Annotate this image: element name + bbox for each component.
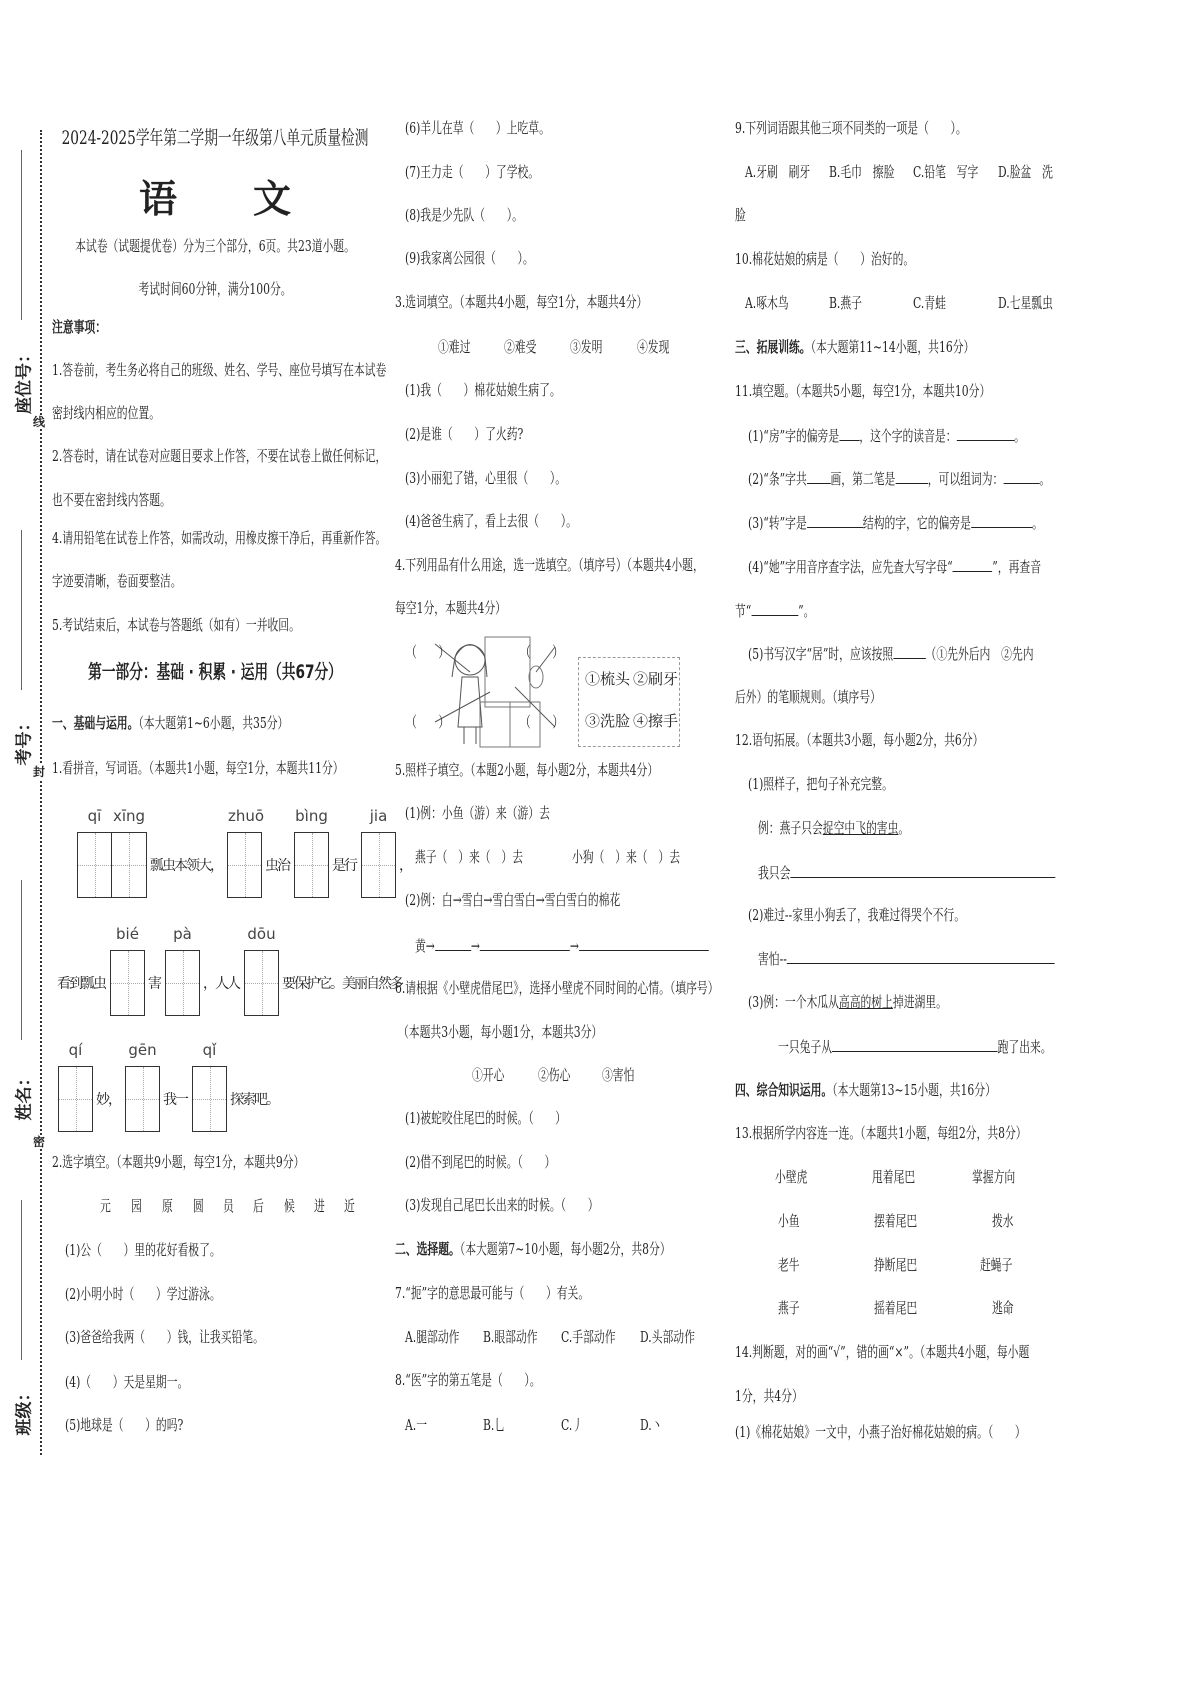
tianzige-box[interactable] bbox=[110, 925, 145, 1016]
text: 。 bbox=[898, 819, 910, 837]
subject-title: 语 文 bbox=[138, 177, 292, 221]
char-option: 候 bbox=[284, 1197, 295, 1215]
fill-item bbox=[748, 556, 1041, 577]
fill-item bbox=[748, 512, 1043, 533]
answer-paren[interactable]: （ ） bbox=[406, 643, 450, 661]
word-option: ①难过 bbox=[438, 338, 471, 356]
fill-item[interactable]: (2)是谁（ ）了火药? bbox=[405, 425, 524, 443]
tianzige-box[interactable] bbox=[227, 807, 265, 898]
fill-item[interactable]: (8)我是少先队（ ）。 bbox=[405, 206, 523, 224]
fill-item[interactable]: (9)我家离公园很（ ）。 bbox=[405, 249, 534, 267]
word-option: ④发现 bbox=[637, 338, 670, 356]
fill-item bbox=[748, 468, 1050, 489]
sentence-text: 探索吧。 bbox=[230, 1092, 278, 1108]
part-heading: 第一部分：基础 · 积累 · 运用（共67分） bbox=[88, 661, 342, 683]
fill-item bbox=[415, 935, 709, 956]
question-prompt: 3.选词填空。（本题共4小题，每空1分，本题共4分） bbox=[395, 293, 648, 311]
underlined-text: 捉空中飞的害虫 bbox=[822, 819, 899, 837]
fill-item[interactable]: (2)借不到尾巴的时候。（ ） bbox=[405, 1153, 556, 1171]
tianzige-box[interactable] bbox=[294, 807, 329, 898]
sentence-text: 瓢虫本领大， bbox=[150, 858, 222, 874]
seal-char: 密 bbox=[33, 1135, 46, 1149]
fill-item bbox=[748, 643, 1034, 664]
section-info: （本大题第1~6小题，共35分） bbox=[138, 714, 289, 732]
note-line: 2.答卷时，请在试卷对应题目要求上作答，不要在试卷上做任何标记， bbox=[52, 447, 387, 465]
section-title: 三、拓展训练。 bbox=[735, 338, 811, 356]
underlined-text: 高高的树上 bbox=[838, 993, 893, 1011]
question-prompt: 7.“扼”字的意思最可能与（ ）有关。 bbox=[395, 1284, 590, 1302]
note-line: 密封线内相应的位置。 bbox=[52, 404, 161, 422]
choice-option[interactable]: A.啄木鸟 bbox=[745, 294, 789, 312]
choice-option[interactable]: D.七星瓢虫 bbox=[998, 294, 1053, 312]
sentence-text: 妙， bbox=[96, 1092, 120, 1108]
pinyin-label: bìng bbox=[295, 807, 328, 825]
tianzige-box[interactable] bbox=[77, 807, 112, 898]
tianzige-box[interactable] bbox=[112, 807, 147, 898]
sentence-text: ， bbox=[399, 858, 411, 874]
question-prompt: 1分，共4分） bbox=[735, 1387, 803, 1405]
match-item[interactable]: 燕子 bbox=[778, 1299, 800, 1317]
pinyin-label: zhuō bbox=[228, 807, 265, 825]
answer-blank[interactable] bbox=[893, 643, 925, 659]
choice-option[interactable]: C.青蛙 bbox=[913, 294, 946, 312]
section-info: （本大题第7~10小题，每小题2分，共8分） bbox=[459, 1240, 671, 1258]
match-item[interactable]: 逃命 bbox=[992, 1299, 1014, 1317]
match-item[interactable]: 小壁虎 bbox=[775, 1168, 808, 1186]
pinyin-row bbox=[54, 925, 405, 1016]
match-item[interactable]: 挣断尾巴 bbox=[874, 1256, 918, 1274]
fill-item[interactable]: (4)爸爸生病了，看上去很（ ）。 bbox=[405, 512, 577, 530]
pinyin-label: qǐ bbox=[202, 1041, 217, 1059]
fill-item[interactable]: (3)小丽犯了错，心里很（ ）。 bbox=[405, 469, 567, 487]
char-option: 后 bbox=[253, 1197, 264, 1215]
char-option: 员 bbox=[223, 1197, 234, 1215]
answer-blank[interactable] bbox=[787, 948, 1055, 964]
choice-option[interactable]: B.乚 bbox=[483, 1416, 506, 1434]
choice-option[interactable]: D.头部动作 bbox=[640, 1328, 695, 1346]
text: (3)“转”字是 bbox=[748, 514, 807, 532]
answer-paren[interactable]: （ ） bbox=[406, 713, 450, 731]
text: （①先外后内 ②先内 bbox=[925, 645, 1034, 663]
question-prompt: 9.下列词语跟其他三项不同类的一项是（ ）。 bbox=[735, 119, 967, 137]
sub-prompt: (1)照样子，把句子补充完整。 bbox=[748, 775, 893, 793]
tianzige-box[interactable] bbox=[361, 807, 396, 898]
choice-option[interactable]: C.丿 bbox=[561, 1416, 584, 1434]
answer-blank[interactable] bbox=[971, 512, 1032, 528]
text: 结构的字，它的偏旁是 bbox=[862, 514, 971, 532]
answer-blank[interactable] bbox=[751, 600, 798, 616]
text: 画，第二笔是 bbox=[830, 470, 896, 488]
question-prompt: 4.下列用品有什么用途，选一选填空。（填序号）（本题共4小题， bbox=[395, 556, 704, 574]
fill-item bbox=[748, 425, 1025, 446]
text: 跑了出来。 bbox=[997, 1038, 1052, 1056]
text: 。 bbox=[1014, 427, 1025, 445]
match-item[interactable]: 老牛 bbox=[778, 1256, 800, 1274]
choice-option[interactable]: B.燕子 bbox=[829, 294, 862, 312]
text: ，可以组词为： bbox=[927, 470, 1004, 488]
answer-blank[interactable] bbox=[790, 862, 1055, 878]
note-line: 5.考试结束后，本试卷与答题纸（如有）一并收回。 bbox=[52, 616, 300, 634]
option-wrap: 脸 bbox=[735, 206, 746, 224]
sub-prompt: (2)难过--家里小狗丢了，我难过得哭个不行。 bbox=[748, 906, 966, 924]
pinyin-label: bié bbox=[116, 925, 139, 943]
tianzige-box[interactable] bbox=[192, 1041, 227, 1132]
text: (3)例：一个木瓜从 bbox=[748, 993, 839, 1011]
fill-line[interactable] bbox=[21, 1200, 22, 1360]
tianzige-box[interactable] bbox=[244, 925, 279, 1016]
note-line: 字迹要清晰，卷面要整洁。 bbox=[52, 572, 182, 590]
fill-item[interactable]: (5)地球是（ ）的吗? bbox=[65, 1416, 184, 1434]
answer-blank[interactable] bbox=[807, 468, 831, 484]
sentence-text: ，人人 bbox=[203, 976, 239, 992]
text: (5)书写汉字“居”时，应该按照 bbox=[748, 645, 894, 663]
fill-item[interactable]: (4)（ ）天是星期一。 bbox=[65, 1373, 189, 1391]
choice-option[interactable]: D.丶 bbox=[640, 1416, 663, 1434]
question-prompt: 1.看拼音，写词语。（本题共1小题，每空1分，本题共11分） bbox=[52, 759, 344, 777]
char-option: 圆 bbox=[193, 1197, 204, 1215]
pinyin-label: gēn bbox=[128, 1041, 157, 1059]
question-prompt: 每空1分，本题共4分） bbox=[395, 599, 506, 617]
fill-item[interactable]: 燕子（ ）来（ ）去 bbox=[415, 848, 524, 866]
seal-char: 封 bbox=[33, 765, 46, 779]
choice-option[interactable]: B.眼部动作 bbox=[483, 1328, 538, 1346]
fill-item[interactable]: (1)《棉花姑娘》一文中，小燕子治好棉花姑娘的病。（ ） bbox=[735, 1423, 1026, 1441]
text: 。 bbox=[1039, 470, 1051, 488]
name-label: 姓名： bbox=[14, 1069, 35, 1121]
fill-item[interactable]: (1)公（ ）里的花好看极了。 bbox=[65, 1241, 221, 1259]
word-option: ②难受 bbox=[504, 338, 537, 356]
choice-option[interactable]: D.脸盆 洗 bbox=[998, 163, 1053, 181]
section-heading bbox=[735, 337, 974, 357]
fill-item-cont: 后外）的笔顺规则。（填序号） bbox=[735, 688, 881, 706]
answer-blank[interactable] bbox=[832, 1036, 998, 1052]
usage-option: ①梳头 bbox=[585, 670, 631, 688]
text: ，这个字的读音是： bbox=[859, 427, 957, 445]
tianzige-box[interactable] bbox=[125, 1041, 160, 1132]
mood-option: ①开心 bbox=[472, 1066, 505, 1084]
fill-item bbox=[778, 1036, 1052, 1057]
match-item[interactable]: 甩着尾巴 bbox=[872, 1168, 916, 1186]
mood-option: ②伤心 bbox=[538, 1066, 571, 1084]
fill-item[interactable]: (1)我（ ）棉花姑娘生病了。 bbox=[405, 381, 561, 399]
example: (2)例：白→雪白→雪白雪白→雪白雪白的棉花 bbox=[405, 891, 621, 909]
sentence-text: 要保护它。美丽自然多 bbox=[282, 976, 402, 992]
choice-option[interactable]: A.腿部动作 bbox=[405, 1328, 460, 1346]
text: 掉进湖里。 bbox=[892, 993, 947, 1011]
question-prompt: 6.请根据《小壁虎借尾巴》，选择小壁虎不同时间的心情。（填序号） bbox=[395, 979, 719, 997]
mood-option: ③害怕 bbox=[602, 1066, 635, 1084]
pinyin-row bbox=[58, 1041, 281, 1132]
tianzige-box[interactable] bbox=[165, 925, 200, 1016]
fill-item[interactable]: (2)小明小时（ ）学过游泳。 bbox=[65, 1285, 221, 1303]
sentence-text: 害 bbox=[148, 976, 160, 992]
fill-item[interactable]: (3)发现自己尾巴长出来的时候。（ ） bbox=[405, 1196, 599, 1214]
fill-item[interactable]: 小狗（ ）来（ ）去 bbox=[572, 848, 681, 866]
text: 我只会 bbox=[758, 864, 791, 882]
match-item[interactable]: 赶蝇子 bbox=[980, 1256, 1013, 1274]
match-item[interactable]: 摇着尾巴 bbox=[874, 1299, 918, 1317]
char-option: 进 bbox=[314, 1197, 325, 1215]
section-title: 四、综合知识运用。 bbox=[735, 1081, 833, 1099]
intro-text: 本试卷（试题提优卷）分为三个部分，6页。共23道小题。 bbox=[75, 237, 355, 255]
char-option: 园 bbox=[131, 1197, 142, 1215]
answer-blank[interactable] bbox=[957, 425, 1015, 441]
text: (1)“房”字的偏旁是 bbox=[748, 427, 840, 445]
note-line: 1.答卷前，考生务必将自己的班级、姓名、学号、座位号填写在本试卷 bbox=[52, 361, 387, 379]
text: 例：燕子只会 bbox=[758, 819, 823, 837]
pinyin-label: qī bbox=[87, 807, 102, 825]
answer-blank[interactable] bbox=[480, 935, 570, 951]
seat-label: 座位号： bbox=[14, 346, 35, 414]
text: 。 bbox=[1032, 514, 1043, 532]
text: (2)“条”字共 bbox=[748, 470, 807, 488]
text: ”，再查音 bbox=[992, 558, 1041, 576]
fill-item[interactable]: (7)王力走（ ）了学校。 bbox=[405, 163, 540, 181]
example bbox=[748, 992, 947, 1012]
fill-item[interactable]: (3)爸爸给我两（ ）钱，让我买铅笔。 bbox=[65, 1328, 264, 1346]
answer-paren[interactable]: （ ） bbox=[520, 643, 564, 661]
fill-line[interactable] bbox=[21, 880, 22, 1040]
pinyin-label: xīng bbox=[112, 807, 146, 825]
example bbox=[758, 818, 909, 838]
section-heading bbox=[52, 713, 288, 733]
pinyin-label: pà bbox=[173, 925, 192, 943]
answer-blank[interactable] bbox=[579, 935, 709, 951]
section-info: （本大题第11~14小题，共16分） bbox=[810, 338, 975, 356]
match-item[interactable]: 拨水 bbox=[992, 1212, 1014, 1230]
class-label: 班级： bbox=[14, 1384, 35, 1436]
text: (4)“她”字用音序查字法，应先查大写字母“ bbox=[748, 558, 953, 576]
intro-text: 考试时间60分钟，满分100分。 bbox=[138, 280, 292, 298]
sentence-text: 虫治 bbox=[265, 858, 289, 874]
choice-option[interactable]: B.毛巾 擦脸 bbox=[829, 163, 895, 181]
answer-blank[interactable] bbox=[895, 468, 927, 484]
word-option: ③发明 bbox=[570, 338, 603, 356]
seal-char: 线 bbox=[33, 415, 46, 429]
section-info: （本大题第13~15小题，共16分） bbox=[832, 1081, 996, 1099]
text: 一只兔子从 bbox=[778, 1038, 833, 1056]
text: ”。 bbox=[798, 602, 815, 620]
fill-item bbox=[758, 948, 1055, 969]
arrow: → bbox=[470, 937, 480, 955]
fill-item[interactable]: (1)被蛇咬住尾巴的时候。（ ） bbox=[405, 1109, 567, 1127]
question-prompt: 10.棉花姑娘的病是（ ）治好的。 bbox=[735, 250, 915, 268]
notes-heading: 注意事项： bbox=[52, 318, 107, 336]
section-heading bbox=[735, 1080, 996, 1100]
section-title: 一、基础与运用。 bbox=[52, 714, 139, 732]
question-prompt: 8.“医”字的第五笔是（ ）。 bbox=[395, 1371, 541, 1389]
exam-title: 2024-2025学年第二学期一年级第八单元质量检测 bbox=[61, 127, 369, 149]
choice-option[interactable]: C.铅笔 写字 bbox=[913, 163, 979, 181]
text: 害怕-- bbox=[758, 950, 787, 968]
question-prompt: 5.照样子填空。（本题2小题，每小题2分，本题共4分） bbox=[395, 761, 659, 779]
question-prompt: （本题共3小题，每小题1分，本题共3分） bbox=[398, 1023, 603, 1041]
answer-blank[interactable] bbox=[807, 512, 863, 528]
match-item[interactable]: 掌握方向 bbox=[972, 1168, 1016, 1186]
question-prompt: 11.填空题。（本题共5小题，每空1分，本题共10分） bbox=[735, 382, 991, 400]
question-prompt: 13.根据所学内容连一连。（本题共1小题，每组2分，共8分） bbox=[735, 1124, 1027, 1142]
answer-blank[interactable] bbox=[435, 935, 471, 951]
fill-line[interactable] bbox=[21, 150, 22, 320]
fill-line[interactable] bbox=[21, 530, 22, 690]
answer-blank[interactable] bbox=[1003, 468, 1039, 484]
pinyin-row bbox=[77, 807, 414, 898]
fill-item[interactable]: (6)羊儿在草（ ）上吃草。 bbox=[405, 119, 550, 137]
note-line: 4.请用铅笔在试卷上作答，如需改动，用橡皮擦干净后，再重新作答。 bbox=[52, 529, 387, 547]
answer-blank[interactable] bbox=[839, 425, 859, 441]
char-option: 近 bbox=[344, 1197, 355, 1215]
usage-option: ④擦手 bbox=[633, 712, 679, 730]
char-option: 原 bbox=[162, 1197, 173, 1215]
section-heading bbox=[395, 1239, 671, 1259]
example: (1)例：小鱼（游）来（游）去 bbox=[405, 804, 550, 822]
seal-dotted-line bbox=[40, 130, 42, 1455]
question-prompt: 14.判断题，对的画“√”，错的画“×”。（本题共4小题，每小题 bbox=[735, 1343, 1030, 1361]
fill-item bbox=[758, 862, 1055, 883]
usage-option: ③洗脸 bbox=[585, 712, 631, 730]
fill-prefix: 黄→ bbox=[415, 937, 435, 955]
char-option: 元 bbox=[100, 1197, 111, 1215]
pinyin-label: qí bbox=[68, 1041, 83, 1059]
usage-options-box bbox=[578, 657, 680, 747]
arrow: → bbox=[569, 937, 579, 955]
text: 节“ bbox=[735, 602, 752, 620]
fill-item bbox=[735, 600, 814, 621]
question-prompt: 12.语句拓展。（本题共3小题，每小题2分，共6分） bbox=[735, 731, 984, 749]
exam-no-label: 考号： bbox=[14, 714, 35, 766]
section-title: 二、选择题。 bbox=[395, 1240, 460, 1258]
answer-paren[interactable]: （ ） bbox=[520, 713, 564, 731]
pinyin-label: jia bbox=[369, 807, 388, 825]
sentence-text: 看到瓢虫 bbox=[57, 976, 105, 992]
match-item[interactable]: 小鱼 bbox=[778, 1212, 800, 1230]
question-prompt: 2.选字填空。（本题共9小题，每空1分，本题共9分） bbox=[52, 1153, 305, 1171]
sentence-text: 是行 bbox=[332, 858, 356, 874]
usage-option: ②刷牙 bbox=[633, 670, 679, 688]
match-item[interactable]: 摆着尾巴 bbox=[874, 1212, 918, 1230]
sentence-text: 我一 bbox=[163, 1092, 187, 1108]
answer-blank[interactable] bbox=[953, 556, 993, 572]
note-line: 也不要在密封线内答题。 bbox=[52, 491, 171, 509]
choice-option[interactable]: A.牙刷 刷牙 bbox=[745, 163, 811, 181]
choice-option[interactable]: A.一 bbox=[405, 1416, 428, 1434]
tianzige-box[interactable] bbox=[58, 1041, 93, 1132]
choice-option[interactable]: C.手部动作 bbox=[561, 1328, 616, 1346]
pinyin-label: dōu bbox=[247, 925, 276, 943]
